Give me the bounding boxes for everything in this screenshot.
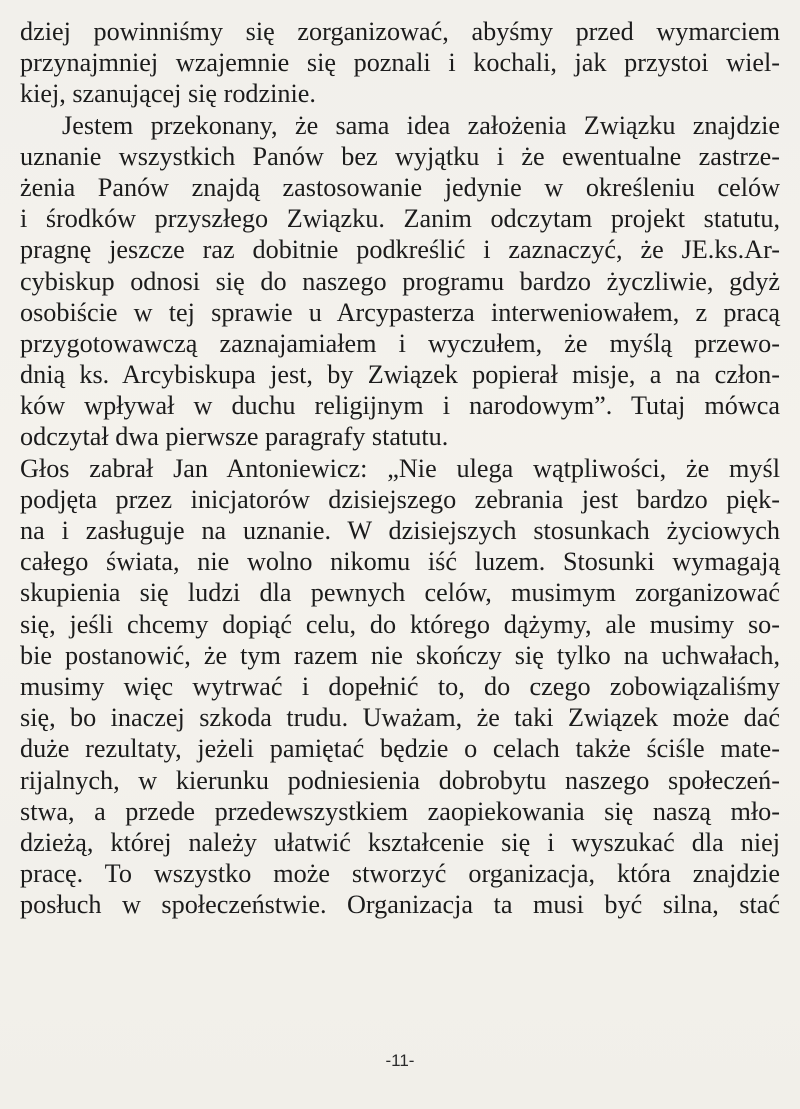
text-line: Głos zabrał Jan Antoniewicz: „Nie ulega wątpliwości, że myśl — [20, 453, 780, 483]
text-line: dziej powinniśmy się zorganizować, abyśmy przed wymarciem — [20, 17, 780, 46]
text-line: kiej, szanującej się rodzinie. — [20, 79, 316, 109]
text-line: żenia Panów znajdą zastosowanie jedynie w określeniu celów — [20, 172, 780, 202]
text-line: na i zasługuje na uznanie. W dzisiejszych stosunkach życiowych — [20, 516, 780, 545]
text-line: bie postanowić, że tym razem nie skończy się tylko na uchwałach, — [20, 640, 780, 670]
text-line: uznanie wszystkich Panów bez wyjątku i że ewentualne zastrze- — [20, 141, 780, 171]
text-line: ków wpływał w duchu religijnym i narodowym”. Tutaj mówca — [20, 391, 780, 421]
text-line: przynajmniej wzajemnie się poznali i kochali, jak przystoi wiel- — [20, 48, 780, 78]
text-line: się, bo inaczej szkoda trudu. Uważam, że taki Związek może dać — [20, 703, 780, 733]
body-text — [20, 16, 780, 920]
text-line: rijalnych, w kierunku podniesienia dobrobytu naszego społeczeń- — [20, 765, 780, 795]
text-line: osobiście w tej sprawie u Arcypasterza interweniowałem, z pracą — [20, 297, 780, 327]
text-line: podjęta przez inicjatorów dzisiejszego zebrania jest bardzo pięk- — [20, 484, 780, 514]
page-number: -11- — [385, 1051, 415, 1070]
text-line: odczytał dwa pierwsze paragrafy statutu. — [20, 422, 449, 452]
text-line: się, jeśli chcemy dopiąć celu, do którego dążymy, ale musimy so- — [20, 609, 780, 639]
text-line: Jestem przekonany, że sama idea założenia Związku znajdzie — [62, 110, 780, 140]
text-line: posłuch w społeczeństwie. Organizacja ta musi być silna, stać — [20, 890, 780, 920]
text-line: skupienia się ludzi dla pewnych celów, musimym zorganizować — [20, 578, 780, 608]
text-line: dnią ks. Arcybiskupa jest, by Związek popierał misje, a na człon- — [20, 360, 780, 390]
text-line: i środków przyszłego Związku. Zanim odczytam projekt statutu, — [20, 204, 780, 234]
text-line: pracę. To wszystko może stworzyć organizacja, która znajdzie — [20, 859, 780, 889]
text-line: stwa, a przede przedewszystkiem zaopiekowania się naszą mło- — [20, 796, 780, 826]
text-line: dzieżą, której należy ułatwić kształcenie się i wyszukać dla niej — [20, 827, 780, 857]
text-line: przygotowawczą zaznajamiałem i wyczułem, że myślą przewo- — [20, 328, 780, 358]
text-line: całego świata, nie wolno nikomu iść luzem. Stosunki wymagają — [20, 547, 780, 577]
text-line: cybiskup odnosi się do naszego programu bardzo życzliwie, gdyż — [20, 266, 780, 296]
text-line: musimy więc wytrwać i dopełnić to, do czego zobowiązaliśmy — [20, 671, 780, 701]
text-line: pragnę jeszcze raz dobitnie podkreślić i zaznaczyć, że JE.ks.Ar- — [20, 235, 780, 265]
text-line: duże rezultaty, jeżeli pamiętać będzie o celach także ściśle mate- — [20, 734, 780, 764]
